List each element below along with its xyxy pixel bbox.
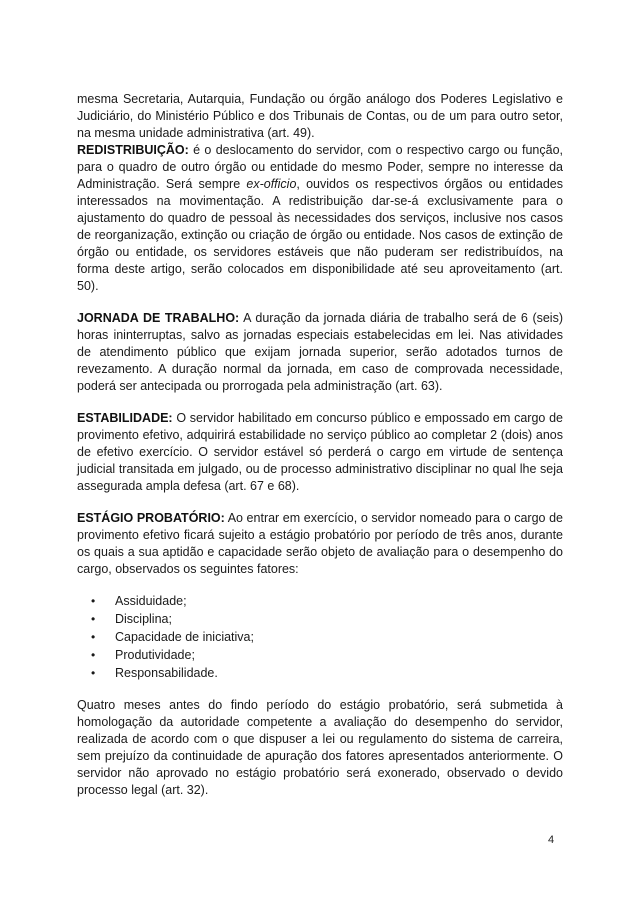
- list-item: [89, 664, 563, 682]
- estagio-term: ESTÁGIO PROBATÓRIO:: [77, 511, 225, 525]
- bullet-icon: •: [91, 666, 96, 680]
- jornada-text: A duração da jornada diária de trabalho será de 6 (seis) horas ininterruptas, salvo as jornadas especiais estabelecidas em lei. Nas atividades de atendimento público que exijam jornada superior, serão adotados turnos de revezamento. A duração normal da jornada, em caso de comprovada necessidade, poderá ser antecipada ou prorrogada pela administração (art. 63).: [77, 311, 563, 393]
- redistribuicao-term: REDISTRIBUIÇÃO:: [77, 143, 189, 157]
- redistribuicao-italic: ex-officio: [246, 177, 297, 191]
- intro-paragraph: mesma Secretaria, Autarquia, Fundação ou órgão análogo dos Poderes Legislativo e Judiciário, do Ministério Público e dos Tribunais de Contas, ou de um para outro setor, na mesma unidade administrativa (art. 49).: [77, 92, 563, 140]
- redistribuicao-paragraph: [77, 142, 563, 295]
- factor-label: Assiduidade;: [115, 594, 187, 608]
- estabilidade-text: O servidor habilitado em concurso público e empossado em cargo de provimento efetivo, adquirirá estabilidade no serviço público ao completar 2 (dois) anos de efetivo exercício. O servidor estável só perderá o cargo em virtude de sentença judicial transitada em julgado, ou de processo administrativo disciplinar no qual lhe seja assegurada ampla defesa (art. 67 e 68).: [77, 411, 563, 493]
- bullet-icon: •: [91, 612, 96, 626]
- estabilidade-term: ESTABILIDADE:: [77, 411, 173, 425]
- page-number: 4: [548, 834, 555, 846]
- factor-label: Produtividade;: [115, 648, 195, 662]
- factors-list: [77, 592, 563, 682]
- list-item: [89, 610, 563, 628]
- jornada-term: JORNADA DE TRABALHO:: [77, 311, 240, 325]
- list-item: [89, 628, 563, 646]
- estagio-paragraph: [77, 510, 563, 578]
- estabilidade-paragraph: [77, 410, 563, 495]
- jornada-paragraph: [77, 310, 563, 395]
- bullet-icon: •: [91, 594, 96, 608]
- factor-label: Capacidade de iniciativa;: [115, 630, 254, 644]
- bullet-icon: •: [91, 630, 96, 644]
- page-body: [77, 91, 563, 799]
- redistribuicao-text-after: , ouvidos os respectivos órgãos ou entidades interessados na movimentação. A redistribuição dar-se-á exclusivamente para o ajustamento do quadro de pessoal às necessidades dos serviços, inclusive nos casos de reorganização, extinção ou criação de órgão ou entidade. Nos casos de extinção de órgão ou entidade, os servidores estáveis que não puderam ser redistribuídos, na forma deste artigo, serão colocados em disponibilidade até seu aproveitamento (art. 50).: [77, 177, 563, 293]
- list-item: [89, 646, 563, 664]
- factor-label: Disciplina;: [115, 612, 172, 626]
- bullet-icon: •: [91, 648, 96, 662]
- closing-paragraph: Quatro meses antes do findo período do estágio probatório, será submetida à homologação da autoridade competente a avaliação do desempenho do servidor, realizada de acordo com o que dispuser a lei ou regulamento do sistema de carreira, sem prejuízo da continuidade de apuração dos fatores apresentados anteriormente. O servidor não aprovado no estágio probatório será exonerado, observado o devido processo legal (art. 32).: [77, 698, 563, 797]
- list-item: [89, 592, 563, 610]
- factor-label: Responsabilidade.: [115, 666, 218, 680]
- redistribuicao-text-before: é o deslocamento do servidor, com o respectivo cargo ou função, para o quadro de outro órgão ou entidade do mesmo Poder, sempre no interesse da Administração. Será sempre: [77, 143, 563, 191]
- estagio-text: Ao entrar em exercício, o servidor nomeado para o cargo de provimento efetivo ficará sujeito a estágio probatório por período de três anos, durante os quais a sua aptidão e capacidade serão objeto de avaliação para o desempenho do cargo, observados os seguintes fatores:: [77, 511, 563, 576]
